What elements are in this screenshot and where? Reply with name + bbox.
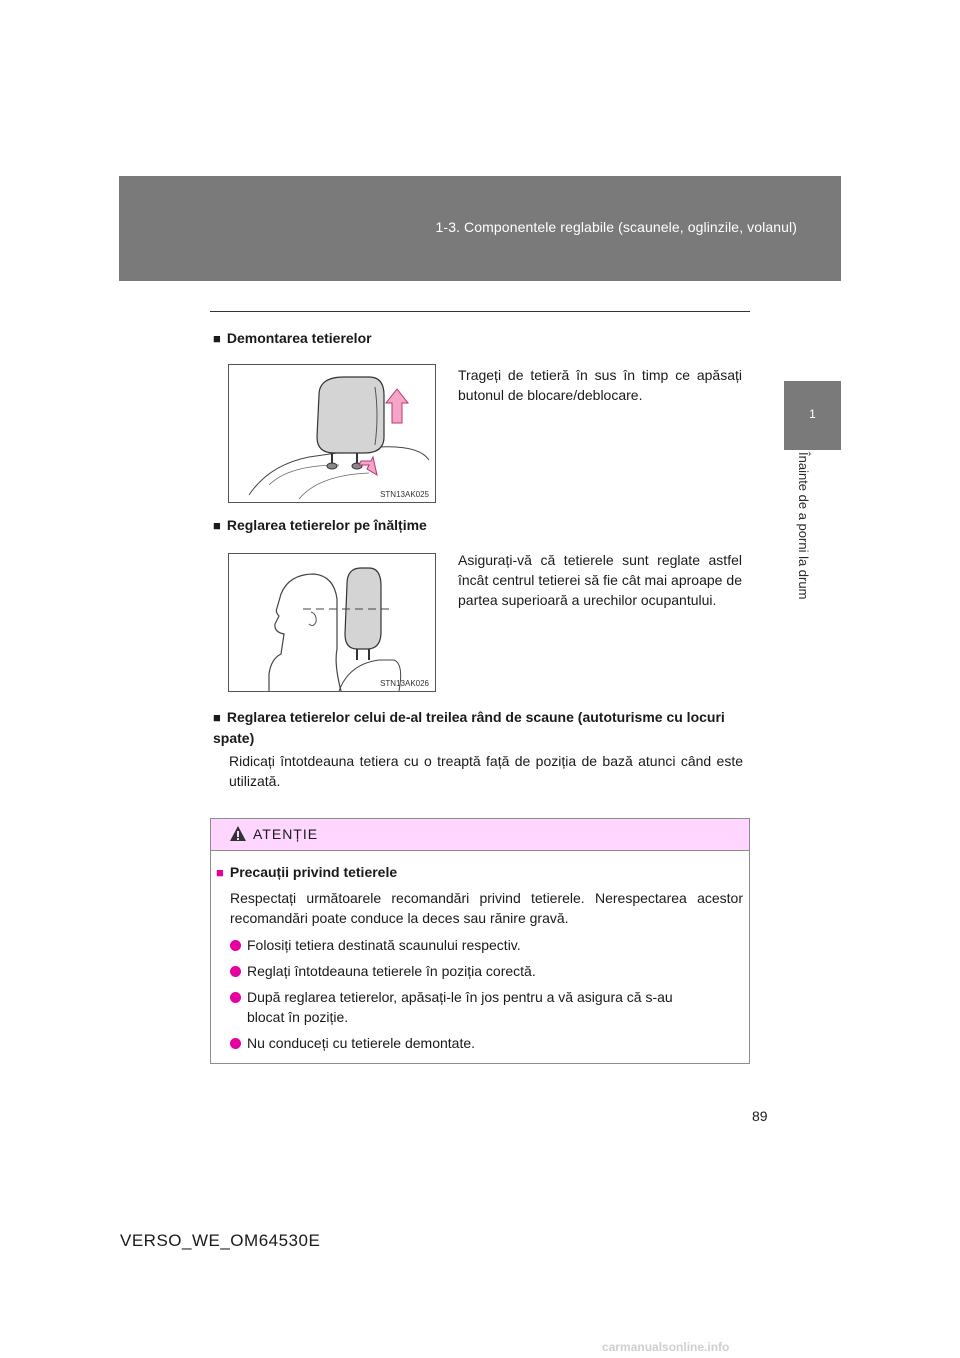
warning-heading-text: Precauții privind tetierele [229,864,398,880]
warning-box [210,818,750,1064]
section-heading-removal [213,330,372,346]
section-header-title: 1-3. Componentele reglabile (scaunele, oglinzile, volanul) [435,219,797,235]
warning-item-text: După reglarea tetierelor, apăsați-le în jos pentru a vă asigura că s-au [247,989,673,1005]
top-rule [210,311,750,312]
footer-document-code: VERSO_WE_OM64530E [120,1231,321,1250]
circle-bullet-icon [230,1038,241,1049]
section-body: Ridicați întotdeauna tetiera cu o treaptă față de poziția de bază atunci când este utilizată. [229,753,743,789]
square-bullet-icon: ■ [213,518,221,533]
section-heading-text: Reglarea tetierelor pe înălțime [226,517,427,533]
warning-item-text: Nu conduceți cu tetierele demontate. [247,1035,476,1051]
warning-title: ATENȚIE [253,826,319,842]
circle-bullet-icon [230,940,241,951]
warning-triangle-icon [229,825,247,842]
section-heading-third-row [213,707,743,748]
warning-list-item [230,1033,743,1053]
page-number: 89 [752,1108,768,1124]
warning-heading [216,864,397,880]
figure-headrest-height [228,553,436,692]
square-bullet-icon: ■ [216,865,224,880]
figure-code: STN13AK025 [380,490,429,499]
square-bullet-icon: ■ [213,331,221,346]
warning-item-text: Folosiți tetiera destinată scaunului respectiv. [247,937,521,953]
circle-bullet-icon [230,992,241,1003]
section-description: Trageți de tetieră în sus în timp ce apăsați butonul de blocare/deblocare. [458,367,742,403]
section-description: Asigurați-vă că tetierele sunt reglate astfel încât centrul tetierei să fie cât mai aproape de partea superioară a urechilor ocupantului. [458,552,742,608]
headrest-height-illustration [229,554,435,691]
headrest-removal-illustration [229,365,435,502]
chapter-tab [784,381,841,450]
figure-code: STN13AK026 [380,679,429,688]
warning-list-item [230,987,743,1027]
warning-item-text: Reglați întotdeauna tetierele în poziția corectă. [247,963,536,979]
figure-headrest-removal [228,364,436,503]
warning-item-continuation: blocat în poziție. [247,1009,349,1025]
header-band [119,176,841,281]
section-heading-text: Demontarea tetierelor [226,330,372,346]
warning-list-item [230,935,743,955]
section-heading-height [213,517,427,533]
warning-header [211,819,749,851]
chapter-number: 1 [809,407,816,421]
square-bullet-icon: ■ [213,710,221,725]
section-heading-text: Reglarea tetierelor celui de-al treilea rând de scaune (autoturisme cu locuri spate) [213,709,725,746]
warning-list-item [230,961,743,981]
circle-bullet-icon [230,966,241,977]
warning-intro: Respectați următoarele recomandări privind tetierele. Nerespectarea acestor recomandări poate conduce la deces sau rănire gravă. [230,890,743,926]
watermark: carmanualsonline.info [602,1340,730,1354]
chapter-title-vertical: Înainte de a porni la drum [796,452,811,600]
